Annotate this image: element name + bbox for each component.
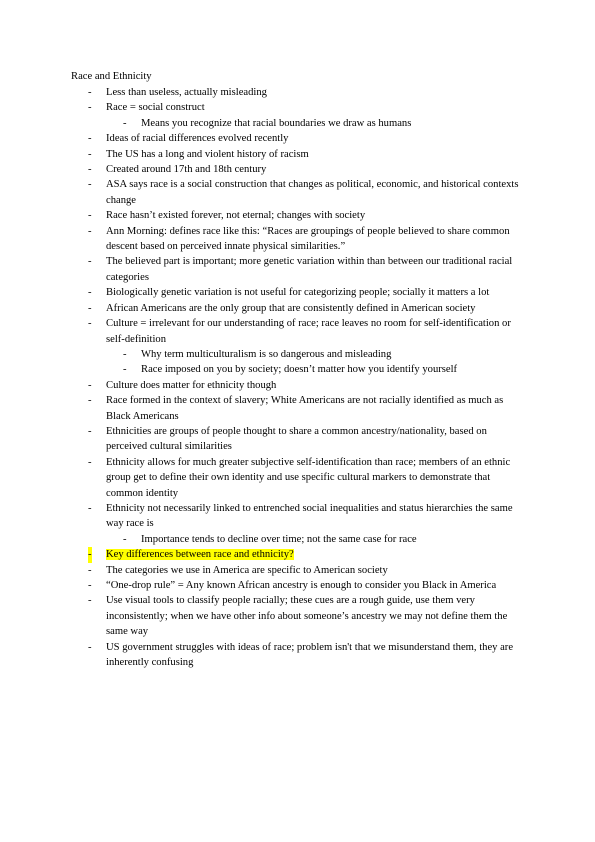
bullet-text: Ann Morning: defines race like this: “Races are groupings of people believed to share common descent based on perceived innate physical similarities.” [106,225,510,253]
bullet-marker: - [88,564,92,576]
bullet-text: Means you recognize that racial boundaries we draw as humans [141,117,412,129]
bullet-marker: - [123,533,127,545]
bullet-text: The categories we use in America are specific to American society [106,564,388,576]
highlighted-bullet-text: Key differences between race and ethnicity? [106,549,294,561]
bullet-text: Ideas of racial differences evolved recently [106,133,289,145]
bullet-text: Culture = irrelevant for our understanding of race; race leaves no room for self-identification or self-definition [106,318,511,345]
bullet-marker: - [88,102,92,114]
bullet-item [0,455,595,501]
bullet-marker: - [88,547,92,562]
sub-bullet-item [0,116,595,131]
bullet-text: Culture does matter for ethnicity though [106,379,277,391]
bullet-text: Less than useless, actually misleading [106,87,267,98]
bullet-marker: - [88,256,92,268]
sub-bullet-item [0,362,595,377]
bullet-item [0,424,595,455]
bullet-text: Race = social construct [106,102,205,114]
bullet-marker: - [88,287,92,299]
bullet-marker: - [88,87,92,98]
bullet-text: Ethnicity not necessarily linked to entrenched social inequalities and status hierarchies the same way race is [106,502,513,530]
bullet-list [0,85,595,670]
bullet-item [0,147,595,162]
bullet-item [0,100,595,115]
bullet-marker: - [88,164,92,176]
bullet-item [0,85,595,100]
bullet-marker: - [123,348,127,360]
bullet-item [0,593,595,639]
bullet-marker: - [88,502,92,514]
bullet-item [0,378,595,393]
bullet-item [0,254,595,285]
bullet-marker: - [88,580,92,591]
bullet-text: African Americans are the only group that are consistently defined in American society [106,302,476,314]
bullet-item [0,563,595,578]
bullet-marker: - [88,225,92,237]
sub-bullet-item [0,532,595,547]
bullet-marker: - [88,456,92,468]
bullet-marker: - [88,595,92,607]
bullet-text [106,547,526,562]
bullet-text: ASA says race is a social construction that changes as political, economic, and historical contexts change [106,179,519,206]
bullet-text: US government struggles with ideas of race; problem isn't that we misunderstand them, they are inherently confusing [106,641,514,669]
bullet-item [0,208,595,223]
bullet-text: The US has a long and violent history of racism [106,148,309,160]
bullet-text: Ethnicities are groups of people thought to share a common ancestry/nationality, based on perceived cultural similarities [106,425,487,453]
bullet-text: “One-drop rule” = Any known African ancestry is enough to consider you Black in America [106,580,497,591]
bullet-item [0,640,595,671]
bullet-item [0,578,595,593]
bullet-text: Race formed in the context of slavery; White Americans are not racially identified as much as Black Americans [106,395,504,422]
bullet-item [0,285,595,300]
bullet-text: Race hasn’t existed forever, not eternal; changes with society [106,210,366,222]
sub-bullet-item [0,347,595,362]
bullet-item [0,224,595,255]
bullet-marker: - [88,148,92,160]
bullet-marker: - [88,302,92,314]
bullet-item [0,162,595,177]
bullet-text: Created around 17th and 18th century [106,164,267,176]
bullet-marker: - [88,379,92,391]
document-title: Race and Ethnicity [71,71,152,82]
bullet-item [0,547,595,562]
bullet-item [0,177,595,208]
bullet-text: The believed part is important; more genetic variation within than between our traditional racial categories [106,256,513,283]
bullet-text: Ethnicity allows for much greater subjective self-identification than race; members of an ethnic group get to define their own identity and use specific cultural markers to demonstrate that common identity [106,456,511,499]
bullet-text: Why term multiculturalism is so dangerous and misleading [141,348,392,360]
bullet-marker: - [88,133,92,145]
bullet-marker: - [88,179,92,191]
bullet-text: Biologically genetic variation is not useful for categorizing people; socially it matters a lot [106,287,490,299]
bullet-item [0,316,595,347]
bullet-marker: - [88,641,92,653]
bullet-text: Use visual tools to classify people racially; these cues are a rough guide, use them very inconsistently; when we have other info about someone’s ancestry we may not define them the same way [106,595,508,638]
bullet-item [0,501,595,532]
bullet-marker: - [123,364,127,376]
bullet-marker: - [88,395,92,407]
bullet-marker: - [88,210,92,222]
bullet-item [0,393,595,424]
bullet-marker: - [88,318,92,330]
bullet-marker: - [88,425,92,437]
bullet-marker: - [123,117,127,129]
bullet-text: Race imposed on you by society; doesn’t matter how you identify yourself [141,364,458,376]
bullet-item [0,131,595,146]
bullet-text: Importance tends to decline over time; not the same case for race [141,533,417,545]
bullet-item [0,301,595,316]
